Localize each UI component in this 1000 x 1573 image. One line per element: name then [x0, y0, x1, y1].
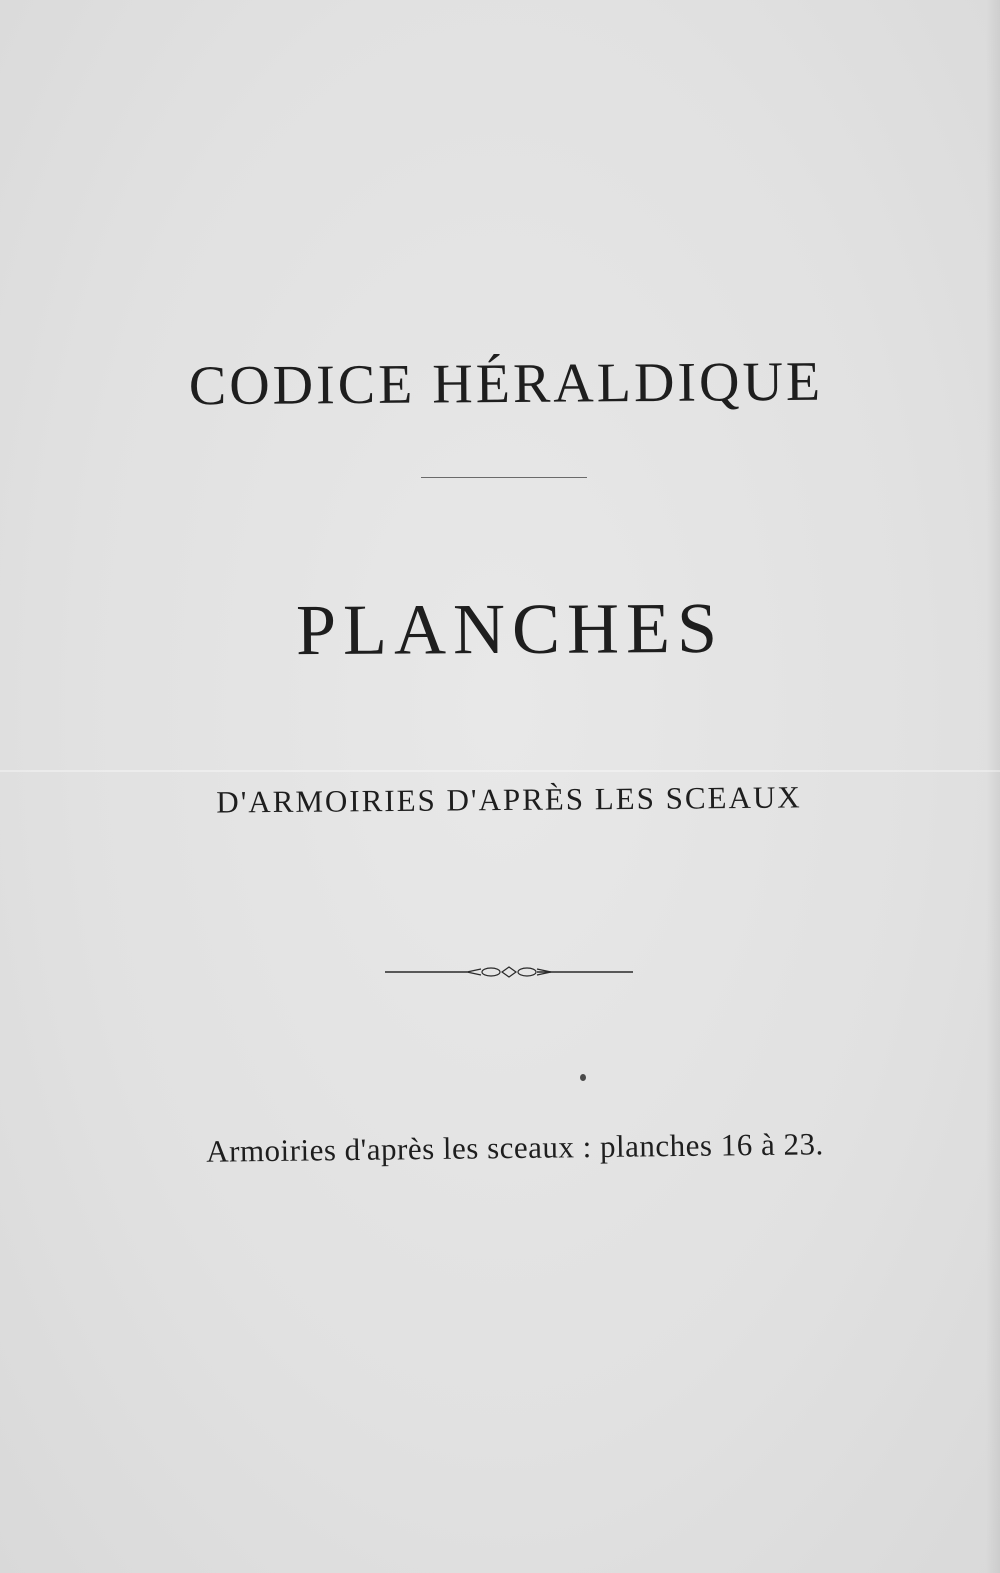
- scroll-ornament-icon: [385, 962, 633, 980]
- plate-range-note: Armoiries d'après les sceaux : planches 16 à 23.: [206, 1126, 824, 1169]
- paper-fold-line: [0, 770, 1000, 772]
- separator-rule: [421, 477, 587, 478]
- page-title: CODICE HÉRALDIQUE: [188, 350, 824, 418]
- section-heading: PLANCHES: [295, 587, 725, 671]
- ink-speck: [580, 1074, 586, 1081]
- subtitle: D'ARMOIRIES D'APRÈS LES SCEAUX: [216, 779, 802, 820]
